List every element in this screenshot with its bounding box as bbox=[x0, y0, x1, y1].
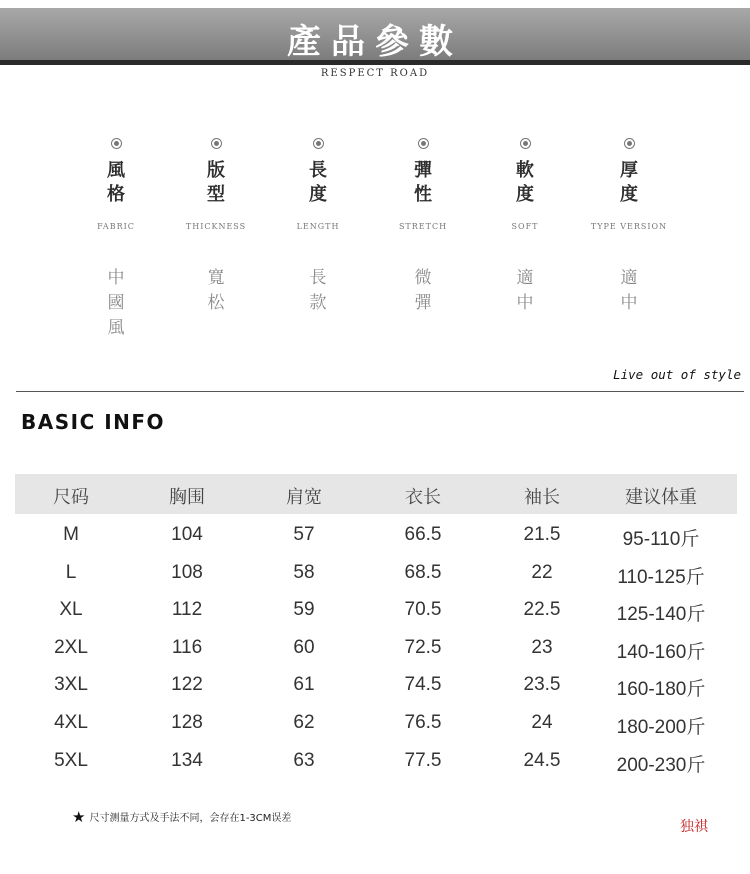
table-header-row bbox=[15, 474, 737, 514]
param-english-label: STRETCH bbox=[398, 222, 448, 231]
target-dot-icon bbox=[418, 138, 429, 149]
table-cell: 104 bbox=[171, 524, 203, 545]
table-row bbox=[15, 702, 737, 740]
table-cell: 57 bbox=[293, 524, 315, 545]
param-value: 適中 bbox=[620, 268, 638, 313]
table-cell: 72.5 bbox=[404, 636, 442, 658]
section-title: BASIC INFO bbox=[21, 410, 166, 434]
target-dot-icon bbox=[211, 138, 222, 149]
target-dot-icon bbox=[520, 138, 531, 149]
table-cell: 140-160斤 bbox=[616, 641, 706, 663]
header-cell: 衣长 bbox=[405, 487, 441, 507]
table-cell: 24.5 bbox=[523, 749, 561, 771]
param-name: 厚度 bbox=[620, 160, 638, 205]
param-english-label: SOFT bbox=[511, 222, 539, 231]
table-row bbox=[15, 552, 737, 590]
table-cell: 95-110斤 bbox=[622, 529, 700, 550]
table-row bbox=[15, 627, 737, 665]
table-cell: 58 bbox=[293, 561, 315, 583]
header-cell: 建议体重 bbox=[625, 487, 697, 507]
table-row bbox=[15, 514, 737, 552]
table-cell: 22.5 bbox=[523, 599, 561, 621]
param-column-thickness bbox=[574, 138, 684, 313]
table-cell: 77.5 bbox=[404, 749, 442, 771]
table-row bbox=[15, 589, 737, 627]
star-icon: ★ bbox=[72, 808, 86, 826]
table-cell: 23.5 bbox=[523, 674, 561, 696]
param-name: 風格 bbox=[107, 160, 125, 205]
table-cell: 134 bbox=[171, 749, 203, 771]
slogan-text: Live out of style bbox=[613, 367, 741, 382]
table-cell: 5XL bbox=[54, 749, 88, 771]
table-cell: 60 bbox=[293, 636, 315, 658]
param-english-label: FABRIC bbox=[97, 222, 135, 231]
header-cell: 袖长 bbox=[524, 487, 560, 507]
table-cell: 3XL bbox=[54, 674, 88, 696]
param-name: 彈性 bbox=[414, 160, 432, 205]
header-cell: 肩宽 bbox=[286, 487, 322, 507]
param-english-label: LENGTH bbox=[296, 222, 340, 231]
param-value: 中國風 bbox=[107, 268, 125, 338]
header-cell: 胸围 bbox=[169, 487, 205, 507]
table-cell: 61 bbox=[293, 674, 315, 696]
footnote-text: 尺寸测量方式及手法不同，会存在1-3CM误差 bbox=[89, 813, 292, 824]
table-cell: 59 bbox=[293, 599, 315, 621]
param-column-stretch bbox=[368, 138, 478, 313]
table-cell: 63 bbox=[293, 749, 315, 771]
table-cell: L bbox=[65, 561, 77, 583]
table-cell: 125-140斤 bbox=[616, 604, 706, 626]
param-column-softness bbox=[470, 138, 580, 313]
table-cell: 116 bbox=[171, 636, 203, 658]
table-cell: 4XL bbox=[54, 711, 88, 733]
table-cell: 74.5 bbox=[404, 674, 442, 696]
table-cell: 66.5 bbox=[404, 524, 442, 545]
table-cell: 160-180斤 bbox=[616, 679, 706, 701]
section-divider bbox=[16, 391, 744, 392]
param-value: 微彈 bbox=[414, 268, 432, 313]
measurement-footnote bbox=[72, 808, 291, 826]
param-english-label: THICKNESS bbox=[185, 222, 247, 231]
table-cell: 180-200斤 bbox=[616, 716, 706, 738]
table-cell: 112 bbox=[171, 599, 203, 621]
table-cell: 62 bbox=[293, 711, 315, 733]
table-cell: 22 bbox=[531, 561, 553, 583]
table-cell: 122 bbox=[171, 674, 203, 696]
table-cell: 23 bbox=[531, 636, 553, 658]
table-cell: 21.5 bbox=[523, 524, 561, 545]
table-cell: 110-125斤 bbox=[617, 566, 705, 588]
page-title: 產品參數 bbox=[287, 22, 463, 62]
target-dot-icon bbox=[313, 138, 324, 149]
header-cell: 尺码 bbox=[53, 487, 89, 507]
brand-mark: 独祺 bbox=[680, 819, 708, 835]
target-dot-icon bbox=[624, 138, 635, 149]
table-cell: M bbox=[63, 524, 79, 545]
param-value: 寬松 bbox=[207, 268, 225, 313]
table-cell: 76.5 bbox=[404, 711, 442, 733]
param-name: 軟度 bbox=[516, 160, 534, 205]
param-value: 適中 bbox=[516, 268, 534, 313]
param-name: 長度 bbox=[309, 160, 327, 205]
table-cell: 200-230斤 bbox=[616, 754, 706, 776]
table-cell: XL bbox=[59, 599, 83, 621]
target-dot-icon bbox=[111, 138, 122, 149]
param-english-label: TYPE VERSION bbox=[590, 222, 668, 231]
param-name: 版型 bbox=[207, 160, 225, 205]
table-cell: 2XL bbox=[54, 636, 88, 658]
table-cell: 128 bbox=[171, 711, 203, 733]
table-row bbox=[15, 664, 737, 702]
param-column-length bbox=[263, 138, 373, 313]
table-cell: 108 bbox=[171, 561, 203, 583]
page-subtitle: RESPECT ROAD bbox=[320, 68, 430, 79]
table-row bbox=[15, 740, 737, 778]
size-table bbox=[15, 474, 737, 777]
table-cell: 24 bbox=[531, 711, 553, 733]
table-cell: 70.5 bbox=[404, 599, 442, 621]
title-banner bbox=[0, 8, 750, 65]
param-column-fit bbox=[161, 138, 271, 313]
param-value: 長款 bbox=[309, 268, 327, 313]
param-column-style bbox=[61, 138, 171, 338]
table-cell: 68.5 bbox=[404, 561, 442, 583]
